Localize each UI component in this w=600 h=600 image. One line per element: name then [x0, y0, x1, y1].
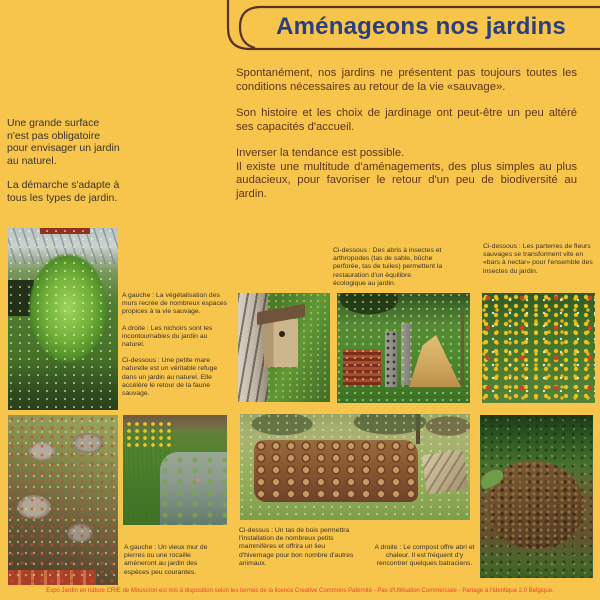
- garden-pond-photo: [123, 415, 227, 525]
- caption-nestboxes: A droite : Les nichoirs sont les incontournables du jardin au naturel.: [122, 324, 213, 349]
- caption-pond: Ci-dessous : Une petite mare naturelle est un véritable refuge dans un jardin au naturel. Elle accélère le retour de la faune sauvage.: [122, 357, 218, 398]
- sidebar-paragraph-2: La démarche s'adapte à tous les types de jardin.: [7, 179, 120, 204]
- intro-paragraph-2: Son histoire et les choix de jardinage ont peut-être un peu altéré ses capacités d'accueil.: [236, 107, 577, 133]
- sand-pile-shape: [409, 335, 461, 387]
- nestbox-on-tree-photo: [238, 293, 330, 402]
- perforated-post-shape: [385, 331, 397, 387]
- license-footer: Expo Jardin en nature CRIE de Mouscron est mis à disposition selon les termes de la licence Creative Commons Paternité - Pas d'Utilisation Commerciale - Partage à l'Identique 2.0 Belgique.: [46, 588, 554, 594]
- log-pile-shape: [254, 440, 418, 502]
- sidebar-text-block: [7, 117, 121, 216]
- poster-title: Aménageons nos jardins: [276, 13, 566, 40]
- caption-insect-shelters: Ci-dessous : Des abris à insectes et arthropodes (tas de sable, bûche perforée, tas de tuiles) permettent la restauration d'un équilibre écologique au jardin.: [333, 247, 443, 287]
- intro-paragraph-4: Il existe une multitude d'aménagements, des plus simples au plus audacieux, pour favoriser le retour d'un peu de biodiversité au jardin.: [236, 160, 577, 200]
- caption-wall-vegetation: A gauche : La végétalisation des murs recrée de nombreux espaces propices à la vie sauvage.: [122, 292, 228, 316]
- caption-wildflower-bed: Ci-dessous : Les parterres de fleurs sauvages se transforment vite en «bars à nectar» pour l'ensemble des insectes du jardin.: [483, 243, 593, 275]
- caption-rockery: A gauche : Un vieux mur de pierres ou une rocaille amèneront au jardin des espèces peu courantes.: [124, 544, 208, 576]
- cut-logs-shape: [421, 449, 468, 494]
- rockery-stone-wall-photo: [8, 415, 118, 585]
- wood-pile-photo: [240, 414, 470, 520]
- intro-text-block: [236, 67, 577, 201]
- pond-water-shape: [160, 452, 227, 525]
- wall-vegetation-photo: [8, 228, 118, 410]
- insect-shelters-sand-tiles-photo: [337, 293, 470, 403]
- intro-paragraph-1: Spontanément, nos jardins ne présentent pas toujours toutes les conditions nécessaires au retour de la vie «sauvage».: [236, 67, 577, 93]
- caption-wood-pile: Ci-dessus : Un tas de bois permettra l'installation de nombreux petits mammifères et offrira un lieu d'hivernage pour bon nombre d'autres animaux.: [239, 527, 354, 567]
- caption-compost: A droite : Le compost offre abri et chaleur. Il est fréquent d'y rencontrer quelques batraciens.: [374, 544, 475, 568]
- wildflower-bed-photo: [482, 293, 595, 403]
- sidebar-paragraph-1: Une grande surface n'est pas obligatoire pour envisager un jardin au naturel.: [7, 117, 120, 167]
- compost-heap-photo: [480, 415, 593, 578]
- pond-yellow-flowers-shape: [125, 421, 171, 447]
- nestbox-shape: [264, 319, 298, 367]
- intro-paragraph-3: Inverser la tendance est possible.: [236, 147, 405, 159]
- caption-group-middle: [122, 292, 230, 406]
